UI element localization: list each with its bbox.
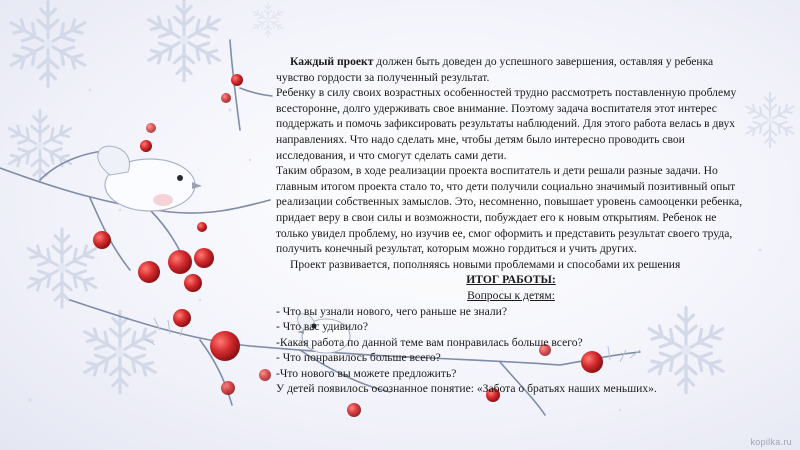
questions-heading: Вопросы к детям: <box>467 288 555 302</box>
question-item: - Что понравилось больше всего? <box>276 351 441 365</box>
text-block <box>276 54 746 397</box>
snowflake-icon <box>251 3 284 37</box>
question-item: -Что нового вы можете предложить? <box>276 366 457 380</box>
paragraph-3: Таким образом, в ходе реализации проекта воспитатель и дети решали разные задачи. Но главным итогом проекта стало то, что дети получили социально значимый позитивный опыт реализации собственных замыслов. Это, несомненно, повышает уровень самооценки ребенка, придает веру в свои силы и возможности, побуждает его к новым открытиям. Ребенок не только увидел проблему, но изучив ее, смог оформить и представить результат своего труда, получить конечный результат, которым можно гордиться и учить других. <box>276 164 743 256</box>
question-item: -Какая работа по данной теме вам понравилась больше всего? <box>276 335 583 349</box>
snowflake-icon <box>5 110 75 181</box>
question-item: - Что вы узнали нового, чего раньше не знали? <box>276 304 507 318</box>
paragraph-1 <box>276 54 746 85</box>
result-heading: ИТОГ РАБОТЫ: <box>466 273 556 287</box>
snowflake-icon <box>6 2 90 87</box>
paragraph-1-rest: должен быть доведен до успешного завершения, оставляя у ребенка чувство гордости за полученный результат. <box>276 55 714 84</box>
watermark: kopilka.ru <box>750 437 792 447</box>
paragraph-1-lead: Каждый проект <box>290 55 374 68</box>
conclusion: У детей появилось осознанное понятие: «Забота о братьях наших меньших». <box>276 382 657 396</box>
question-item: - Что вас удивило? <box>276 320 368 334</box>
snowflake-icon <box>24 229 101 307</box>
snowflake-icon <box>144 0 224 81</box>
paragraph-2: Ребенку в силу своих возрастных особенностей трудно рассмотреть поставленную проблему всесторонне, долго удерживать свое внимание. Поэтому задача воспитателя этот интерес поддержать и помочь зафиксировать результаты наблюдений. Для этого работа велась в двух направлениях. Что надо сделать мне, чтобы детям было интересно проводить свои исследования, и что смогут сделать сами дети. <box>276 86 737 162</box>
paragraph-4: Проект развивается, пополняясь новыми проблемами и способами их решения <box>290 257 681 271</box>
snowflake-icon <box>80 311 160 393</box>
bird-icon <box>98 146 202 211</box>
snowflake-icon <box>743 93 797 147</box>
